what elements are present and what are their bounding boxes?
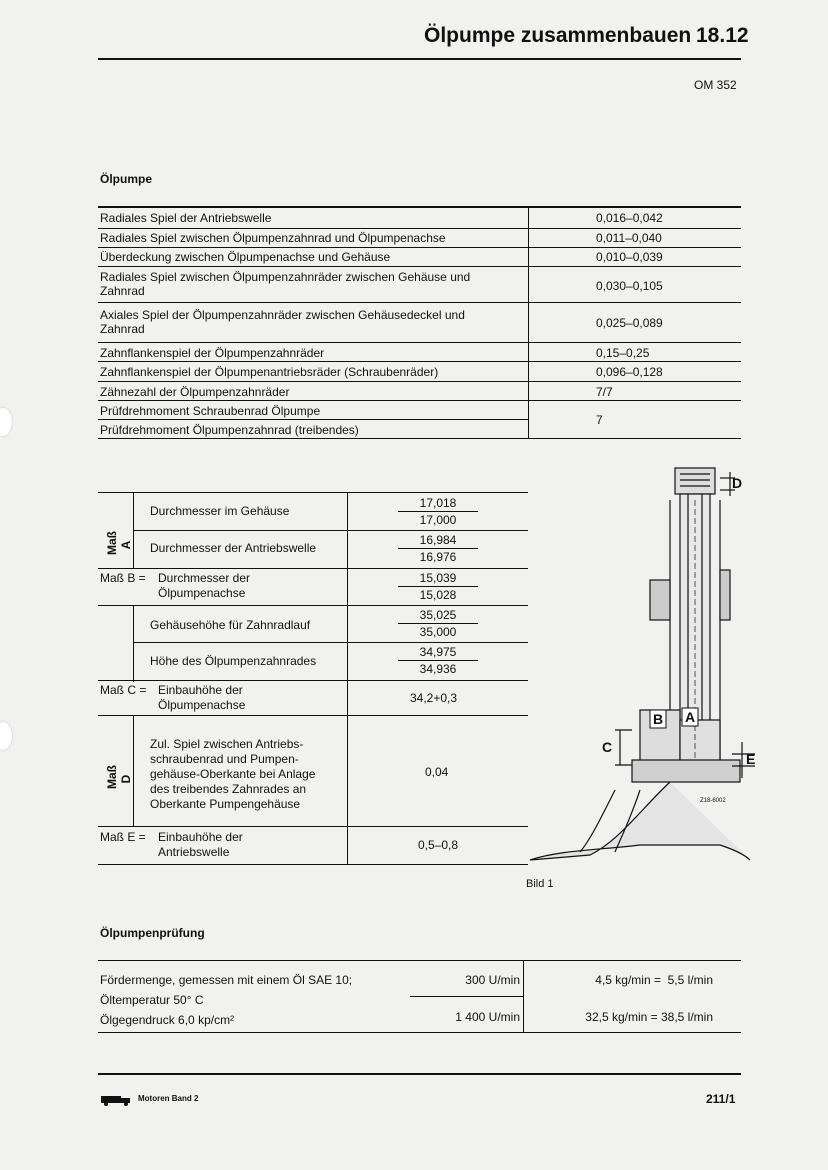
spec-row-value: 7/7: [596, 385, 613, 399]
pruefung-speed: 300 U/min: [465, 973, 520, 987]
spec-row-label: Prüfdrehmoment Schraubenrad Ölpumpe: [100, 404, 321, 418]
dim-value: 0,5–0,8: [418, 838, 459, 852]
spec-row-label: Zahnflankenspiel der Ölpumpenantriebsräder (Schraubenräder): [100, 365, 439, 379]
dim-label: Einbauhöhe der: [158, 683, 243, 697]
binder-hole: [0, 408, 12, 436]
dim-d-line: gehäuse-Oberkante bei Anlage: [150, 767, 316, 781]
dim-label: Gehäusehöhe für Zahnradlauf: [150, 618, 311, 632]
figure-label-b: B: [653, 711, 664, 727]
spec-row-label: Radiales Spiel zwischen Ölpumpenzahnräder zwischen Gehäuse und Zahnrad: [100, 270, 471, 298]
dim-label: Ölpumpenachse: [158, 698, 246, 712]
dim-tolerance: $\frac{35,025}{35,000}$: [398, 607, 478, 640]
figure-label-a: A: [685, 709, 696, 725]
figure-label-c: C: [602, 739, 613, 755]
footer-rule: [98, 1073, 741, 1075]
spec-row-value: 0,096–0,128: [596, 365, 663, 379]
mass-a-label: Maß A: [105, 531, 133, 555]
figure-code: Z18-6002: [700, 798, 726, 804]
spec-row-label: Prüfdrehmoment Ölpumpenzahnrad (treibendes): [100, 423, 359, 437]
spec-row-value: 0,010–0,039: [596, 250, 663, 264]
pruefung-result: 4,5 kg/min = 5,5 l/min: [595, 973, 713, 987]
dim-label: Einbauhöhe der: [158, 830, 243, 844]
dim-d-line: Oberkante Pumpengehäuse: [150, 797, 301, 811]
dim-d-line: Zul. Spiel zwischen Antriebs-: [150, 737, 304, 751]
section-number: 18.12: [696, 24, 749, 47]
mass-e-prefix: Maß E =: [100, 830, 146, 844]
dim-d-line: schraubenrad und Pumpen-: [150, 752, 299, 766]
spec-row-label: Radiales Spiel der Antriebswelle: [100, 211, 272, 225]
header-rule: [98, 58, 741, 60]
dim-value: 34,2+0,3: [410, 691, 458, 705]
spec-row-value: 7: [596, 413, 603, 427]
model-label: OM 352: [694, 78, 737, 92]
pruefung-line: Öltemperatur 50° C: [100, 993, 204, 1007]
pruefung-line: Ölgegendruck 6,0 kp/cm²: [100, 1013, 235, 1027]
spec-row-label: Radiales Spiel zwischen Ölpumpenzahnrad und Ölpumpenachse: [100, 231, 446, 245]
figure-label-e: E: [746, 751, 756, 767]
dim-label: Durchmesser der: [158, 571, 251, 585]
page-title: Ölpumpe zusammenbauen: [424, 24, 692, 47]
dim-tolerance: $\frac{16,984}{16,976}$: [398, 532, 478, 565]
spec-row-value: 0,030–0,105: [596, 279, 663, 293]
truck-icon: [101, 1094, 133, 1106]
mass-d-label: Maß D: [105, 765, 133, 789]
spec-row-value: 0,016–0,042: [596, 211, 663, 225]
mass-b-prefix: Maß B =: [100, 571, 146, 585]
dim-label: Höhe des Ölpumpenzahnrades: [150, 654, 317, 668]
spec-heading: Ölpumpe: [100, 172, 153, 186]
binder-hole: [0, 722, 12, 750]
oil-pump-drawing: [520, 460, 760, 880]
dim-tolerance: $\frac{15,039}{15,028}$: [398, 570, 478, 603]
dim-tolerance: $\frac{17,018}{17,000}$: [398, 495, 478, 528]
spec-row-label: Zähnezahl der Ölpumpenzahnräder: [100, 385, 290, 399]
footer-book: Motoren Band 2: [138, 1094, 199, 1103]
pruefung-line: Fördermenge, gemessen mit einem Öl SAE 10;: [100, 973, 353, 987]
pruefung-speed: 1 400 U/min: [455, 1010, 520, 1024]
page-number: 211/1: [706, 1092, 736, 1106]
spec-row-value: 0,011–0,040: [596, 231, 662, 245]
dim-value: 0,04: [425, 765, 449, 779]
dim-label: Durchmesser der Antriebswelle: [150, 541, 317, 555]
mass-c-prefix: Maß C =: [100, 683, 147, 697]
dim-label: Ölpumpenachse: [158, 586, 246, 600]
dim-d-line: des treibendes Zahnrades an: [150, 782, 307, 796]
spec-row-label: Axiales Spiel der Ölpumpenzahnräder zwischen Gehäusedeckel und Zahnrad: [100, 308, 465, 336]
dim-label: Durchmesser im Gehäuse: [150, 504, 290, 518]
spec-row-label: Zahnflankenspiel der Ölpumpenzahnräder: [100, 346, 325, 360]
spec-row-value: 0,025–0,089: [596, 316, 663, 330]
pruefung-heading: Ölpumpenprüfung: [100, 926, 205, 940]
pruefung-result: 32,5 kg/min = 38,5 l/min: [585, 1010, 713, 1024]
dim-tolerance: $\frac{34,975}{34,936}$: [398, 644, 478, 677]
figure-caption: Bild 1: [526, 878, 554, 890]
spec-row-label: Überdeckung zwischen Ölpumpenachse und Gehäuse: [100, 250, 391, 264]
spec-row-value: 0,15–0,25: [596, 346, 650, 360]
dim-label: Antriebswelle: [158, 845, 230, 859]
figure-label-d: D: [732, 475, 743, 491]
